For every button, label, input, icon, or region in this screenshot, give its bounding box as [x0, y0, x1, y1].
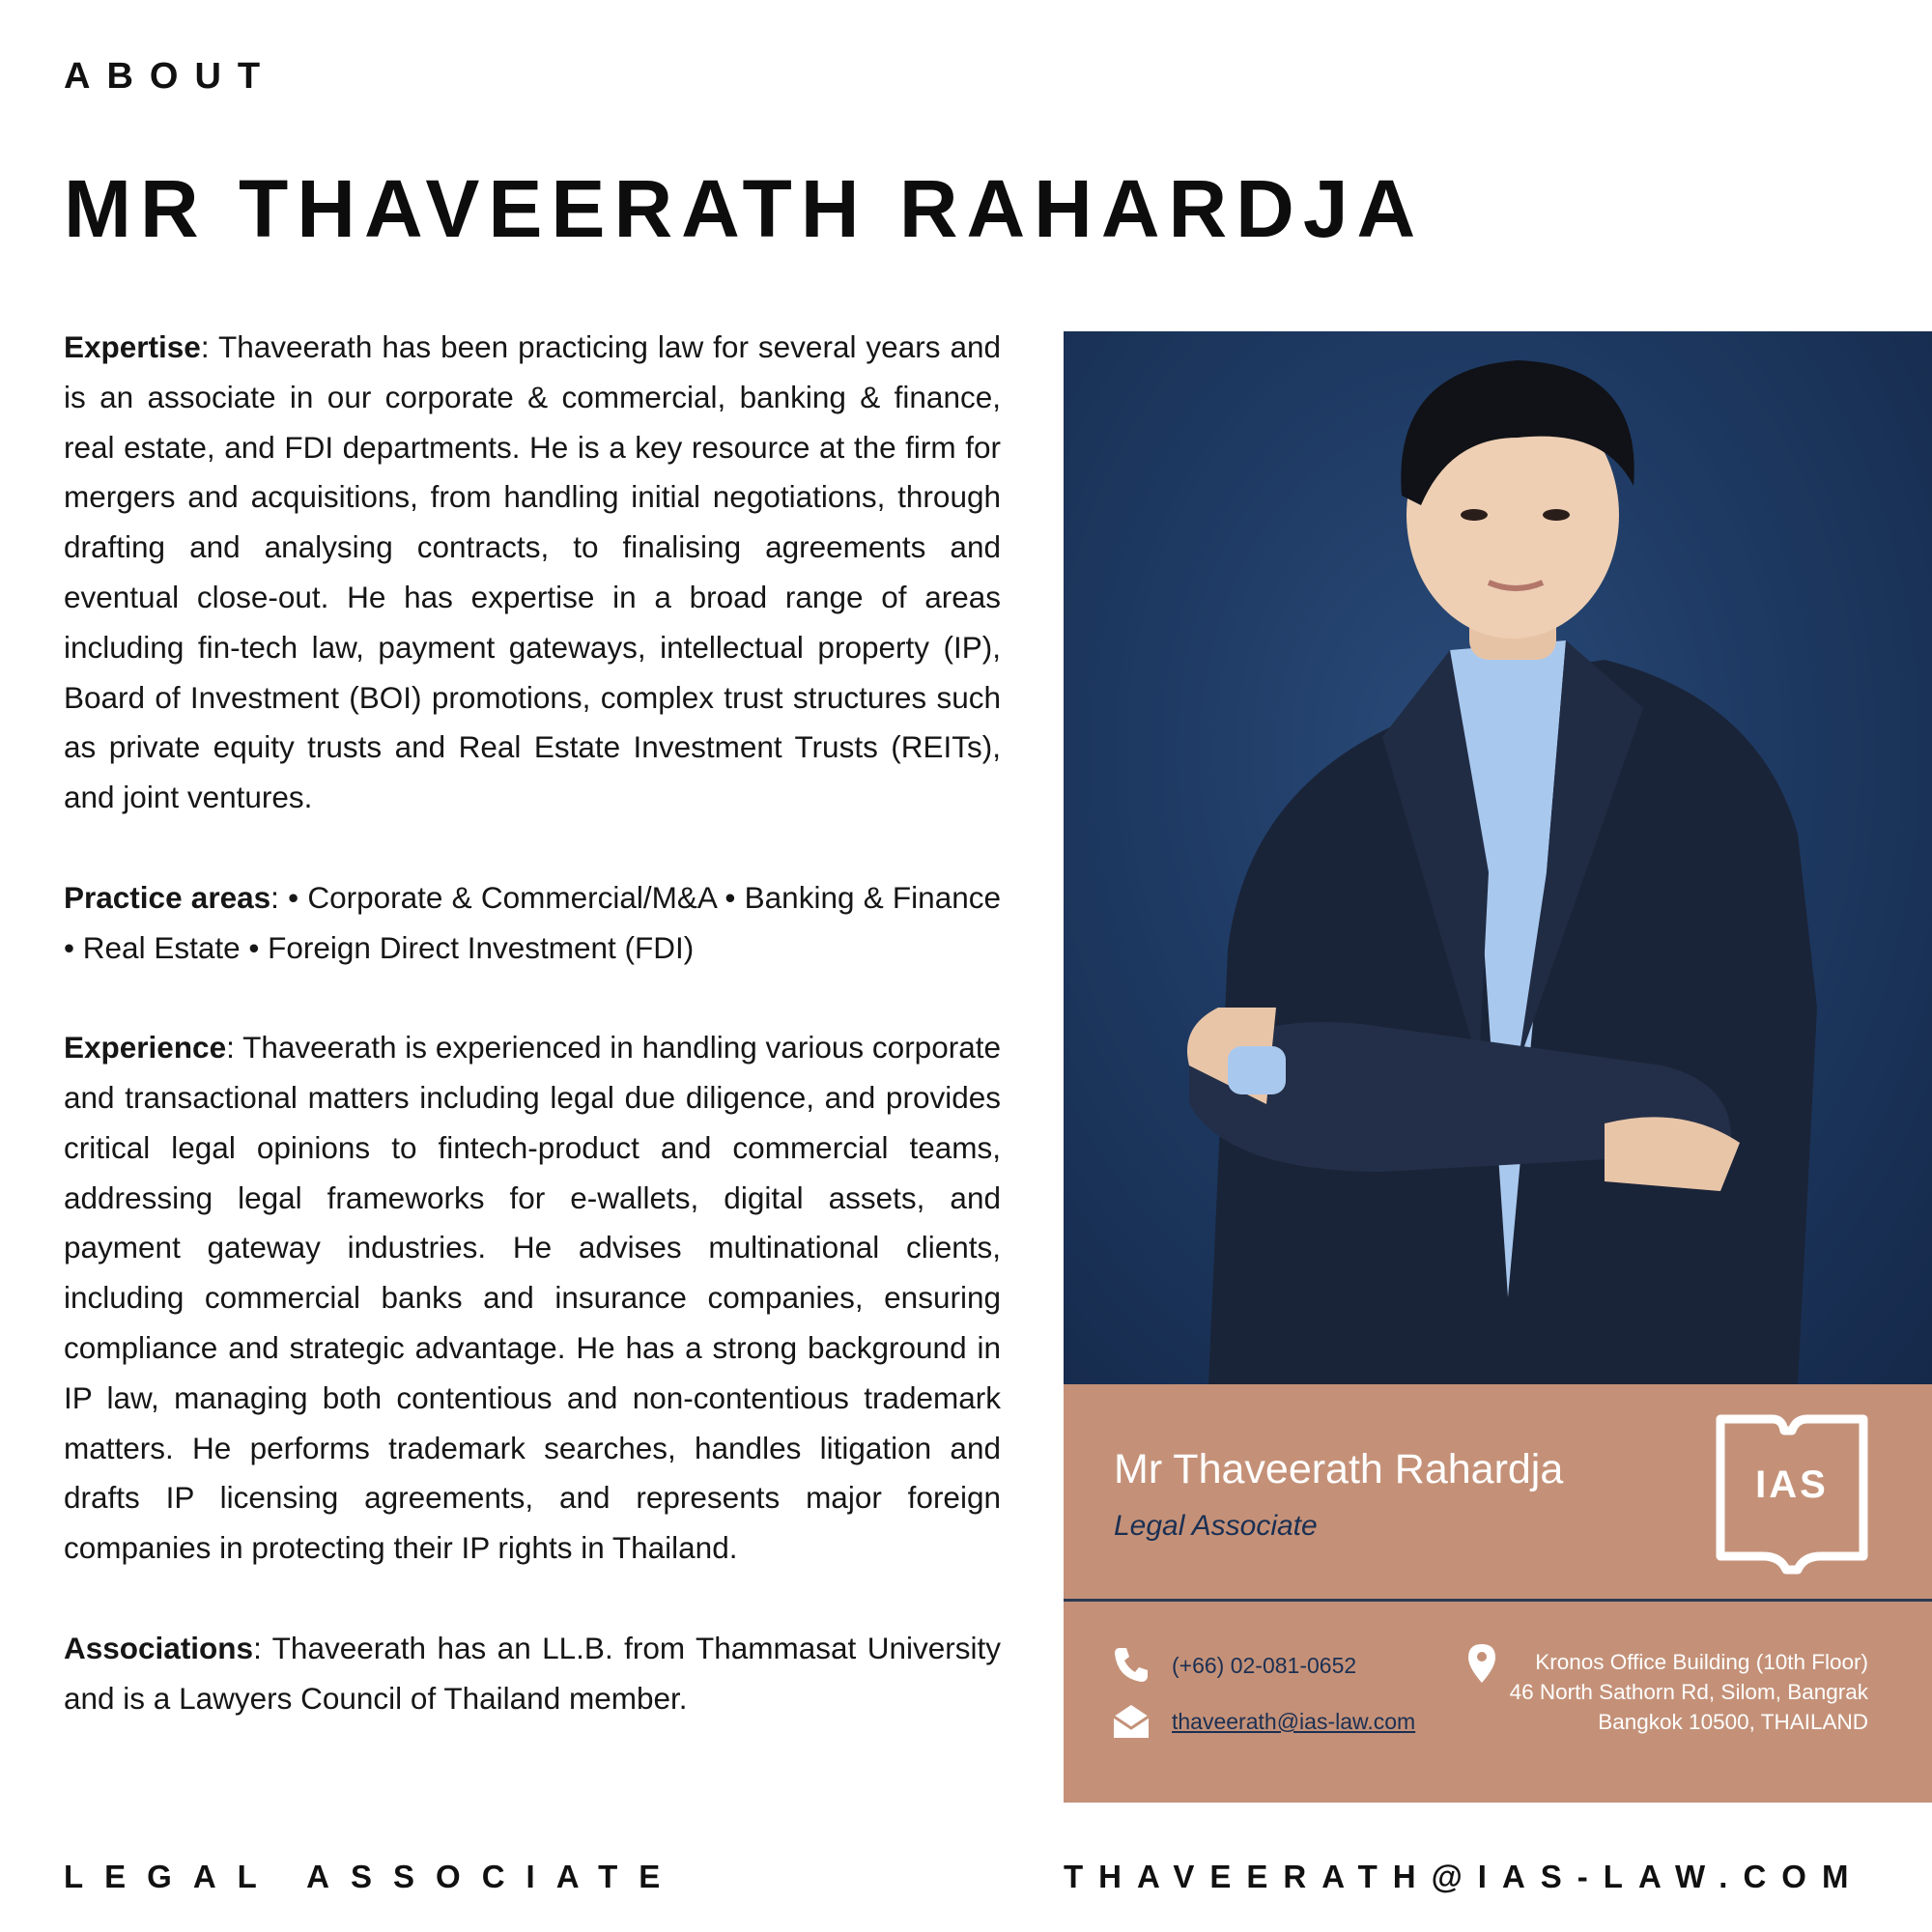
practice-areas-paragraph: [64, 873, 1001, 974]
bio-section: [64, 323, 1001, 1723]
portrait-illustration: [1064, 331, 1932, 1384]
phone-number[interactable]: (+66) 02-081-0652: [1172, 1653, 1357, 1678]
contact-panel: [1064, 1384, 1932, 1803]
office-address: [1510, 1647, 1868, 1737]
footer-role: LEGAL ASSOCIATE: [64, 1859, 682, 1894]
profile-photo: [1064, 331, 1932, 1384]
card-divider: [1064, 1599, 1932, 1602]
associations-paragraph: [64, 1624, 1001, 1724]
expertise-paragraph: [64, 323, 1001, 823]
associations-label: Associations: [64, 1630, 254, 1665]
email-link[interactable]: thaveerath@ias-law.com: [1172, 1709, 1416, 1734]
address-line-2: 46 North Sathorn Rd, Silom, Bangrak: [1509, 1680, 1868, 1704]
experience-paragraph: [64, 1023, 1001, 1574]
expertise-text: : Thaveerath has been practicing law for several years and is an associate in our corporate & commercial, banking & finance, real estate, and FDI departments. He is a key resource at the firm for mergers and acquisitions, from handling initial negotiations, through drafting and analysing contracts, to finalising agreements and eventual close-out. He has expertise in a broad range of areas including fin-tech law, payment gateways, intellectual property (IP), Board of Investment (BOI) promotions, complex trust structures such as private equity trusts and Real Estate Investment Trusts (REITs), and joint ventures.: [64, 329, 1001, 815]
practice-areas-label: Practice areas: [64, 879, 271, 915]
experience-label: Experience: [64, 1030, 227, 1065]
associations-text: : Thaveerath has an LL.B. from Thammasat University and is a Lawyers Council of Thailand member.: [64, 1630, 1001, 1716]
experience-text: : Thaveerath is experienced in handling various corporate and transactional matters including legal due diligence, and provides critical legal opinions to fintech-product and commercial teams, addressing legal frameworks for e-wallets, digital assets, and payment gateway industries. He advises multinational clients, including commercial banks and insurance companies, ensuring compliance and strategic advantage. He has a strong background in IP law, managing both contentious and non-contentious trademark matters. He performs trademark searches, handles litigation and drafts IP licensing agreements, and represents major foreign companies in protecting their IP rights in Thailand.: [64, 1030, 1001, 1566]
logo-text: IAS: [1755, 1463, 1829, 1506]
card-role: Legal Associate: [1114, 1510, 1318, 1542]
expertise-label: Expertise: [64, 329, 201, 364]
section-eyebrow: ABOUT: [64, 56, 277, 97]
address-line-3: Bangkok 10500, THAILAND: [1598, 1710, 1868, 1734]
phone-icon: [1112, 1645, 1151, 1684]
ias-logo: [1715, 1411, 1869, 1576]
address-line-1: Kronos Office Building (10th Floor): [1535, 1650, 1868, 1674]
footer-email[interactable]: THAVEERATH@IAS-LAW.COM: [1064, 1859, 1864, 1894]
practice-areas-text: : • Corporate & Commercial/M&A • Banking & Finance • Real Estate • Foreign Direct Investment (FDI): [64, 879, 1001, 965]
profile-card: [1064, 331, 1932, 1803]
card-name: Mr Thaveerath Rahardja: [1114, 1446, 1564, 1492]
envelope-icon: [1112, 1703, 1151, 1740]
location-pin-icon: [1467, 1643, 1496, 1684]
page-title: MR THAVEERATH RAHARDJA: [64, 163, 1425, 254]
